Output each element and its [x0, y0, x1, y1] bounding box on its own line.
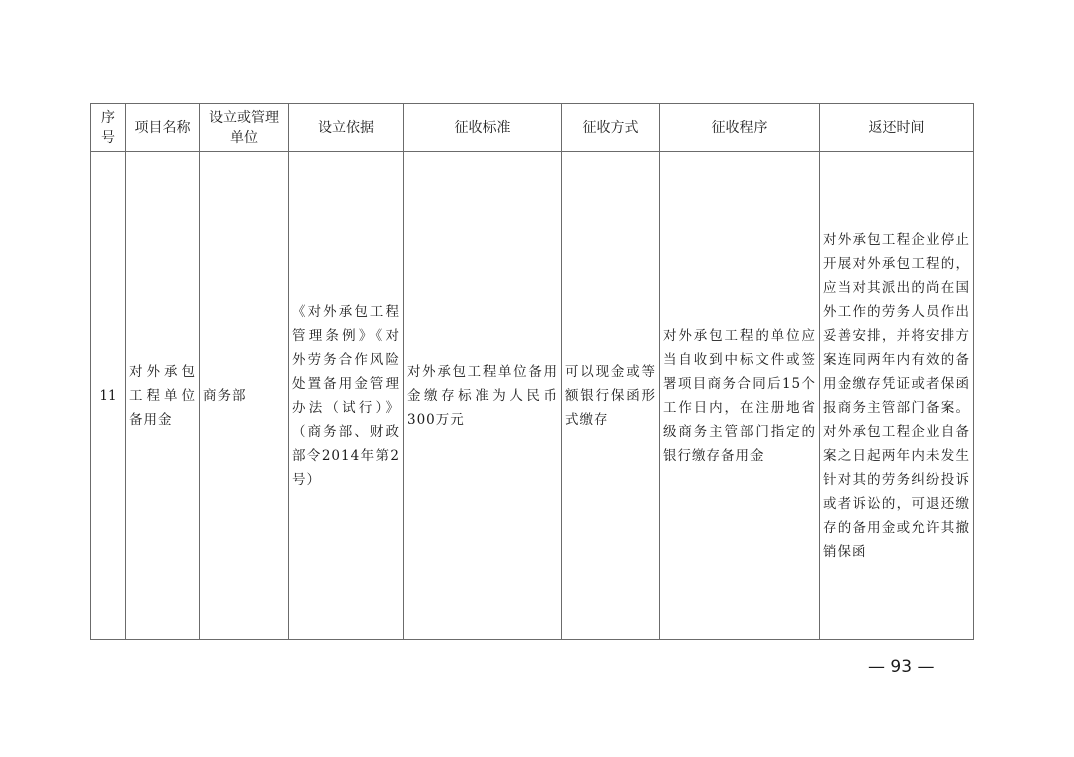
cell-name: 对外承包工程单位备用金	[126, 152, 200, 640]
header-refund: 返还时间	[820, 104, 974, 152]
header-name: 项目名称	[126, 104, 200, 152]
header-row	[91, 104, 974, 152]
header-standard: 征收标准	[404, 104, 562, 152]
cell-refund: 对外承包工程企业停止开展对外承包工程的，应当对其派出的尚在国外工作的劳务人员作出妥善安排，并将安排方案连同两年内有效的备用金缴存凭证或者保函报商务主管部门备案。对外承包工程企业自备案之日起两年内未发生针对其的劳务纠纷投诉或者诉讼的，可退还缴存的备用金或允许其撤销保函	[820, 152, 974, 640]
table-row	[91, 152, 974, 640]
fee-table	[90, 103, 974, 640]
header-seq: 序号	[91, 104, 126, 152]
page-number: — 93 —	[868, 657, 935, 677]
header-method: 征收方式	[562, 104, 660, 152]
cell-basis: 《对外承包工程管理条例》《对外劳务合作风险处置备用金管理办法（试行）》（商务部、财政部令2014年第2号）	[289, 152, 404, 640]
header-authority: 设立或管理单位	[200, 104, 289, 152]
header-procedure: 征收程序	[660, 104, 820, 152]
cell-authority: 商务部	[200, 152, 289, 640]
cell-standard: 对外承包工程单位备用金缴存标准为人民币300万元	[404, 152, 562, 640]
cell-method: 可以现金或等额银行保函形式缴存	[562, 152, 660, 640]
cell-procedure: 对外承包工程的单位应当自收到中标文件或签署项目商务合同后15个工作日内，在注册地省级商务主管部门指定的银行缴存备用金	[660, 152, 820, 640]
cell-seq: 11	[91, 152, 126, 640]
header-basis: 设立依据	[289, 104, 404, 152]
